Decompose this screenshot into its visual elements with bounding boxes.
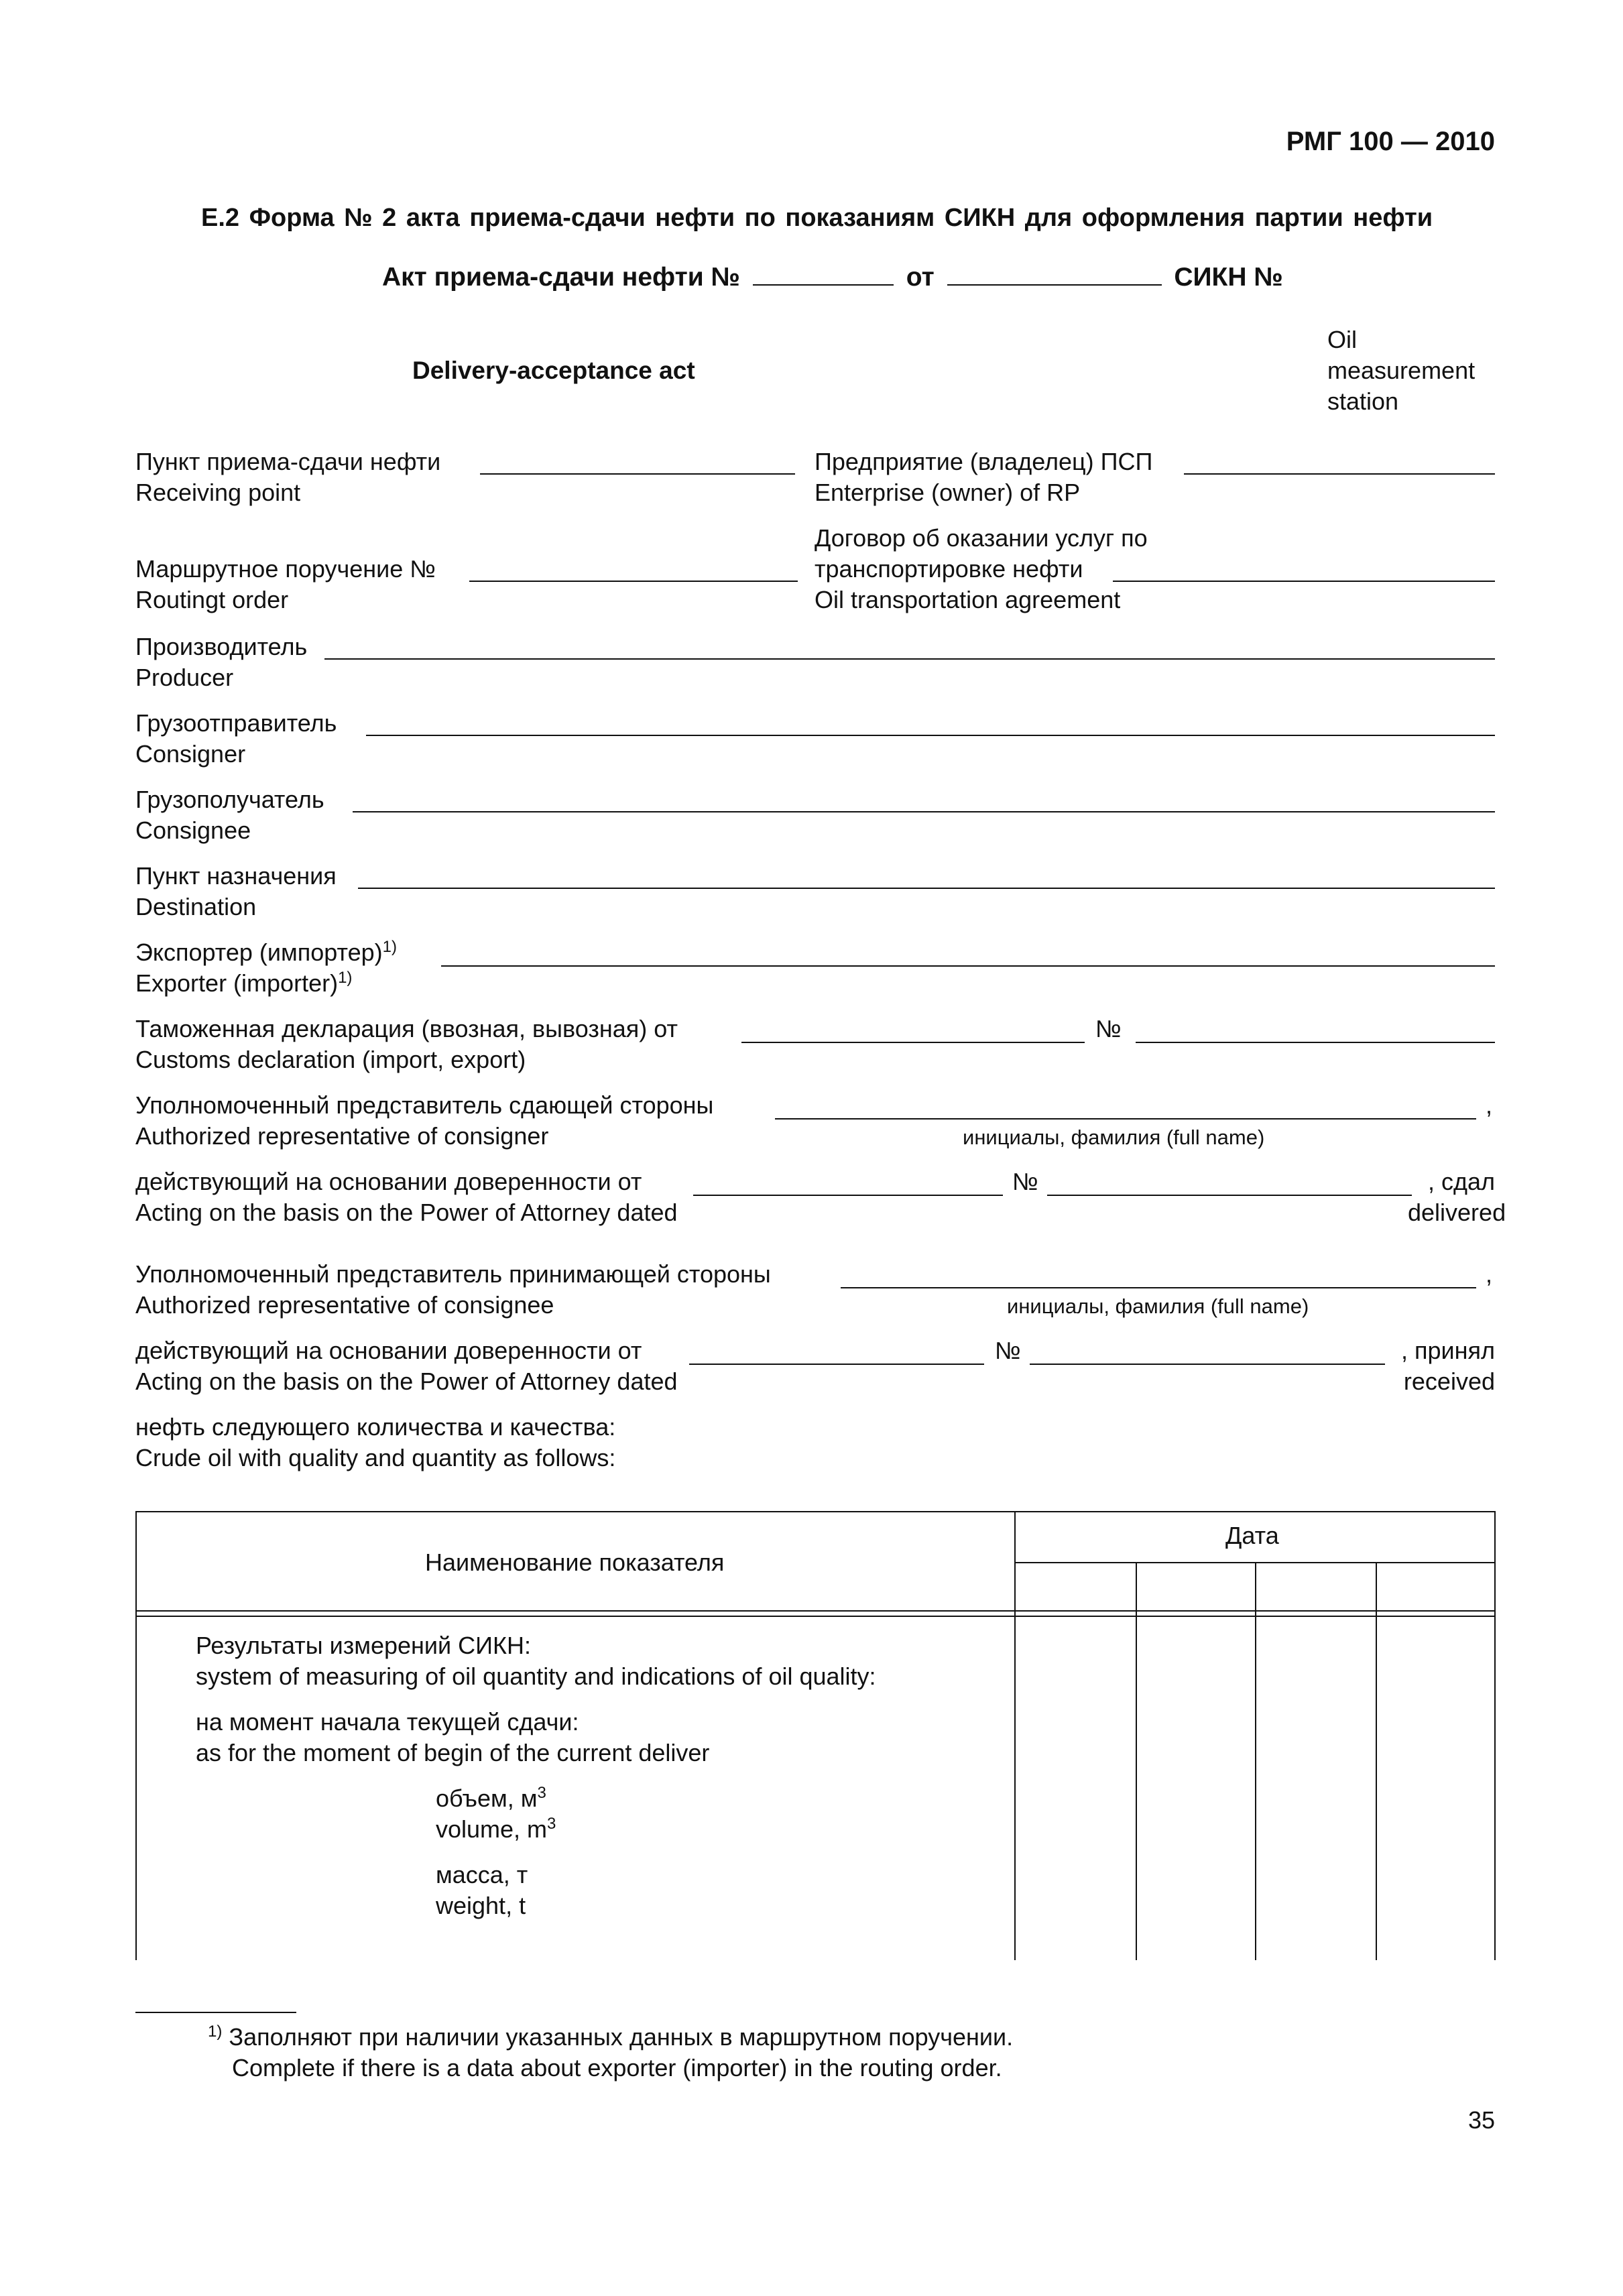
act-title-from: от (906, 263, 935, 292)
volume-ru: объем, $м^3$ (436, 1784, 546, 1812)
footnote-ru: Заполняют при наличии указанных данных в маршрутном поручении. (229, 2023, 1014, 2051)
auth-consignee-en: Authorized representative of consignee (135, 1291, 554, 1319)
footnote (208, 2022, 1013, 2083)
customs-no: № (1095, 1015, 1122, 1042)
poa2-tail-en: received (1403, 1368, 1495, 1395)
poa2-no: № (995, 1337, 1021, 1364)
agreement-ru-2: транспортировке нефти (815, 555, 1083, 583)
poa2-date-field[interactable] (689, 1364, 984, 1365)
act-title (382, 261, 1283, 294)
consignee-ru: Грузополучатель (135, 786, 324, 813)
producer-ru: Производитель (135, 633, 308, 660)
volume-en: volume, $m^3$ (436, 1815, 556, 1843)
consignee-label (135, 784, 324, 846)
producer-field[interactable] (324, 658, 1495, 660)
footnote-en: Complete if there is a data about exporter (importer) in the routing order. (232, 2054, 1002, 2081)
mass-ru: масса, т (436, 1861, 528, 1888)
customs-date-field[interactable] (741, 1042, 1085, 1043)
routing-order-ru: Маршрутное поручение № (135, 555, 436, 583)
oms-line-2: measurement (1327, 357, 1476, 384)
consigner-field[interactable] (366, 735, 1495, 736)
results-ru: Результаты измерений СИКН: (196, 1632, 531, 1659)
poa1-tail-en: delivered (1408, 1199, 1506, 1226)
poa1-date-field[interactable] (693, 1195, 1003, 1196)
table-right-border (1494, 1511, 1496, 1960)
header-rule-2 (135, 1616, 1495, 1617)
exporter-field[interactable] (441, 965, 1495, 967)
agreement-ru-1: Договор об оказании услуг по (815, 524, 1148, 552)
poa1-tail-ru: , сдал (1427, 1168, 1495, 1195)
consigner-ru: Грузоотправитель (135, 709, 337, 737)
full-name-hint-2: инициалы, фамилия (full name) (1007, 1294, 1309, 1318)
col-date-header: Дата (1225, 1522, 1279, 1549)
section-heading: Е.2 Форма № 2 акта приема-сдачи нефти по показаниям СИКН для оформления партии нефти (201, 204, 1433, 232)
oil-measurement-station (1327, 324, 1475, 417)
agreement-label (815, 523, 1148, 615)
header-rule-1 (135, 1610, 1495, 1612)
exporter-en: Exporter (importer) (135, 969, 339, 997)
routing-order-en: Routingt order (135, 586, 289, 613)
auth-consigner-en: Authorized representative of consigner (135, 1122, 549, 1150)
destination-field[interactable] (358, 888, 1495, 889)
enterprise-field[interactable] (1184, 473, 1495, 475)
page-number: 35 (1467, 2106, 1495, 2134)
poa2-tail (1374, 1335, 1495, 1397)
date-col-2 (1255, 1562, 1256, 1960)
agreement-field[interactable] (1113, 581, 1495, 582)
enterprise-en: Enterprise (owner) of RP (815, 479, 1081, 506)
enterprise-ru: Предприятие (владелец) ПСП (815, 448, 1153, 475)
footnote-mark: 1) (208, 2022, 223, 2041)
table-left-border (135, 1511, 137, 1960)
exporter-label (135, 937, 397, 999)
consignee-field[interactable] (353, 811, 1495, 812)
poa2-label (135, 1335, 678, 1397)
poa1-tail (1408, 1166, 1506, 1228)
oms-line-3: station (1327, 387, 1399, 415)
consigner-en: Consigner (135, 740, 246, 768)
auth-consignee-ru: Уполномоченный представитель принимающей стороны (135, 1260, 771, 1288)
routing-order-label (135, 554, 436, 615)
producer-en: Producer (135, 664, 234, 691)
footnote-ref-en: 1) (338, 969, 353, 987)
results-en: system of measuring of oil quantity and indications of oil quality: (196, 1663, 876, 1690)
document-id: РМГ 100 — 2010 (1286, 127, 1495, 156)
date-col-3 (1376, 1562, 1377, 1960)
auth-consignee-label (135, 1259, 771, 1321)
receiving-point-label (135, 446, 440, 508)
auth-consignee-field[interactable] (841, 1287, 1476, 1288)
date-col-1 (1136, 1562, 1137, 1960)
quantity-label (135, 1412, 615, 1473)
receiving-point-field[interactable] (480, 473, 795, 475)
destination-en: Destination (135, 893, 257, 920)
customs-number-field[interactable] (1136, 1042, 1495, 1043)
footnote-rule (135, 2012, 296, 2013)
col-name-header: Наименование показателя (425, 1549, 725, 1576)
act-title-prefix: Акт приема-сдачи нефти № (382, 263, 741, 292)
poa2-tail-ru: , принял (1400, 1337, 1495, 1364)
poa1-number-field[interactable] (1047, 1195, 1412, 1196)
poa1-label (135, 1166, 678, 1228)
poa1-en: Acting on the basis on the Power of Attorney dated (135, 1199, 678, 1226)
consigner-label (135, 708, 337, 770)
auth-consignee-comma: , (1486, 1260, 1493, 1288)
oms-line-1: Oil (1327, 326, 1357, 353)
table-col-divider (1014, 1511, 1016, 1960)
customs-en: Customs declaration (import, export) (135, 1046, 526, 1073)
enterprise-label (815, 446, 1152, 508)
quantity-ru: нефть следующего количества и качества: (135, 1413, 616, 1441)
exporter-ru: Экспортер (импортер) (135, 939, 383, 966)
act-title-station: СИКН № (1174, 263, 1283, 292)
receiving-point-ru: Пункт приема-сдачи нефти (135, 448, 441, 475)
producer-label (135, 631, 307, 693)
poa2-ru: действующий на основании доверенности от (135, 1337, 642, 1364)
poa1-no: № (1012, 1168, 1038, 1195)
routing-order-field[interactable] (469, 581, 798, 582)
destination-ru: Пункт назначения (135, 862, 337, 890)
destination-label (135, 861, 337, 922)
auth-consigner-label (135, 1090, 713, 1152)
auth-consigner-comma: , (1486, 1091, 1493, 1119)
moment-ru: на момент начала текущей сдачи: (196, 1708, 579, 1736)
full-name-hint: инициалы, фамилия (full name) (963, 1126, 1265, 1149)
delivery-act-en: Delivery-acceptance act (412, 357, 695, 384)
moment-en: as for the moment of begin of the current deliver (196, 1739, 710, 1766)
table-top-border (135, 1511, 1495, 1512)
receiving-point-en: Receiving point (135, 479, 301, 506)
consignee-en: Consignee (135, 817, 251, 844)
poa2-en: Acting on the basis on the Power of Attorney dated (135, 1368, 678, 1395)
auth-consigner-ru: Уполномоченный представитель сдающей стороны (135, 1091, 714, 1119)
poa2-number-field[interactable] (1030, 1364, 1385, 1365)
act-date-blank[interactable] (947, 284, 1162, 286)
date-header-split (1014, 1562, 1494, 1563)
agreement-en: Oil transportation agreement (815, 586, 1121, 613)
footnote-ref: 1) (382, 938, 397, 956)
customs-label (135, 1014, 678, 1075)
mass-en: weight, t (436, 1892, 526, 1919)
auth-consigner-field[interactable] (775, 1118, 1476, 1120)
poa1-ru: действующий на основании доверенности от (135, 1168, 642, 1195)
quantity-en: Crude oil with quality and quantity as follows: (135, 1444, 616, 1471)
act-number-blank[interactable] (753, 284, 894, 286)
customs-ru: Таможенная декларация (ввозная, вывозная) от (135, 1015, 678, 1042)
